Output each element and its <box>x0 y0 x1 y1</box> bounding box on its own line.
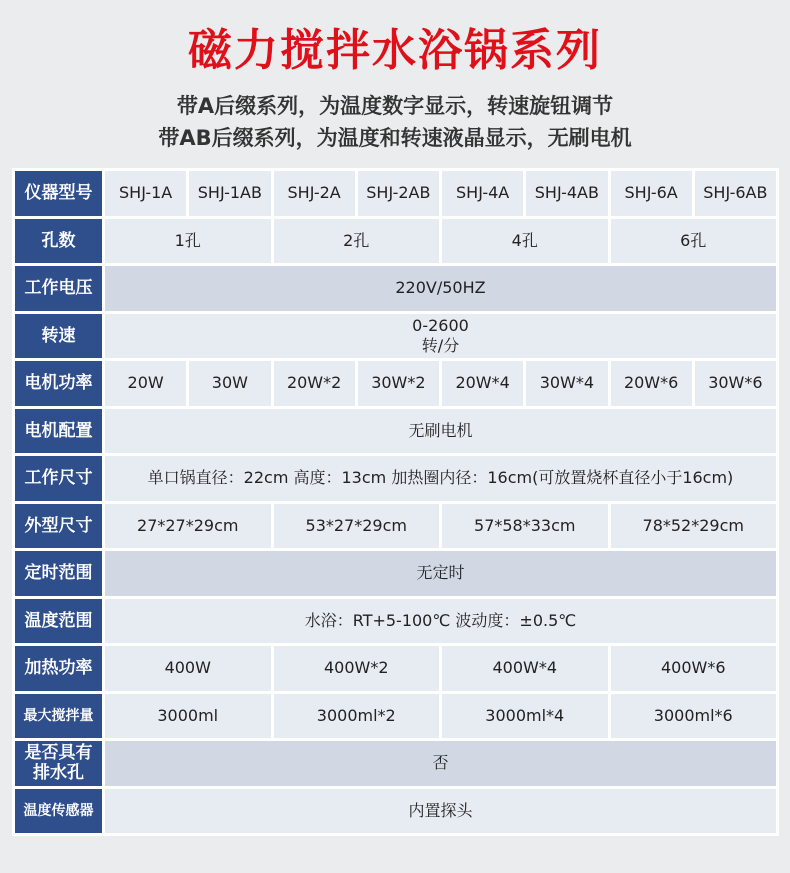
spec-cell: 6孔 <box>611 219 777 264</box>
spec-cell: 单口锅直径：22cm 高度：13cm 加热圈内径：16cm(可放置烧杯直径小于16cm) <box>105 456 776 501</box>
row-label: 工作尺寸 <box>15 456 102 501</box>
row-label: 仪器型号 <box>15 171 102 216</box>
spec-cell: 3000ml <box>105 694 271 739</box>
row-label: 温度传感器 <box>15 789 102 834</box>
spec-cell: 57*58*33cm <box>442 504 608 549</box>
row-label: 电机配置 <box>15 409 102 454</box>
spec-cell: 20W*2 <box>274 361 355 406</box>
spec-cell-line: 0-2600 <box>412 315 469 335</box>
spec-cell: 内置探头 <box>105 789 776 834</box>
spec-cell: 3000ml*4 <box>442 694 608 739</box>
spec-cell: 无定时 <box>105 551 776 596</box>
spec-cell: 27*27*29cm <box>105 504 271 549</box>
spec-cell: 30W*6 <box>695 361 776 406</box>
row-label: 是否具有排水孔 <box>15 741 102 786</box>
spec-cell: 1孔 <box>105 219 271 264</box>
spec-cell: 30W <box>189 361 270 406</box>
row-label: 工作电压 <box>15 266 102 311</box>
spec-cell: 53*27*29cm <box>274 504 440 549</box>
spec-cell: 400W*4 <box>442 646 608 691</box>
spec-cell: SHJ-2A <box>274 171 355 216</box>
spec-cell <box>105 314 776 359</box>
row-label: 最大搅拌量 <box>15 694 102 739</box>
spec-cell: 20W <box>105 361 186 406</box>
spec-cell: 400W*2 <box>274 646 440 691</box>
spec-cell-line: 转/分 <box>421 335 460 355</box>
spec-cell: 400W <box>105 646 271 691</box>
spec-cell: SHJ-1A <box>105 171 186 216</box>
spec-cell: 30W*2 <box>358 361 439 406</box>
spec-cell: SHJ-4A <box>442 171 523 216</box>
spec-table <box>12 168 779 836</box>
spec-cell: 4孔 <box>442 219 608 264</box>
row-label: 转速 <box>15 314 102 359</box>
row-label: 加热功率 <box>15 646 102 691</box>
spec-cell: 3000ml*2 <box>274 694 440 739</box>
spec-cell: 220V/50HZ <box>105 266 776 311</box>
spec-cell: SHJ-6A <box>611 171 692 216</box>
row-label: 外型尺寸 <box>15 504 102 549</box>
spec-cell: 20W*6 <box>611 361 692 406</box>
spec-cell: 30W*4 <box>526 361 607 406</box>
spec-cell: 3000ml*6 <box>611 694 777 739</box>
spec-cell: SHJ-4AB <box>526 171 607 216</box>
spec-cell: 否 <box>105 741 776 786</box>
subtitle-a-series: 带A后缀系列，为温度数字显示，转速旋钮调节 <box>176 94 614 118</box>
subtitle-ab-series: 带AB后缀系列，为温度和转速液晶显示，无刷电机 <box>158 126 632 150</box>
spec-cell: 水浴：RT+5-100℃ 波动度：±0.5℃ <box>105 599 776 644</box>
spec-cell: 400W*6 <box>611 646 777 691</box>
spec-cell: 78*52*29cm <box>611 504 777 549</box>
page-title: 磁力搅拌水浴锅系列 <box>188 25 602 76</box>
spec-cell: SHJ-2AB <box>358 171 439 216</box>
spec-cell: 20W*4 <box>442 361 523 406</box>
spec-cell: SHJ-6AB <box>695 171 776 216</box>
spec-cell: 2孔 <box>274 219 440 264</box>
row-label: 定时范围 <box>15 551 102 596</box>
row-label: 电机功率 <box>15 361 102 406</box>
row-label: 孔数 <box>15 219 102 264</box>
row-label: 温度范围 <box>15 599 102 644</box>
spec-cell: 无刷电机 <box>105 409 776 454</box>
spec-cell: SHJ-1AB <box>189 171 270 216</box>
